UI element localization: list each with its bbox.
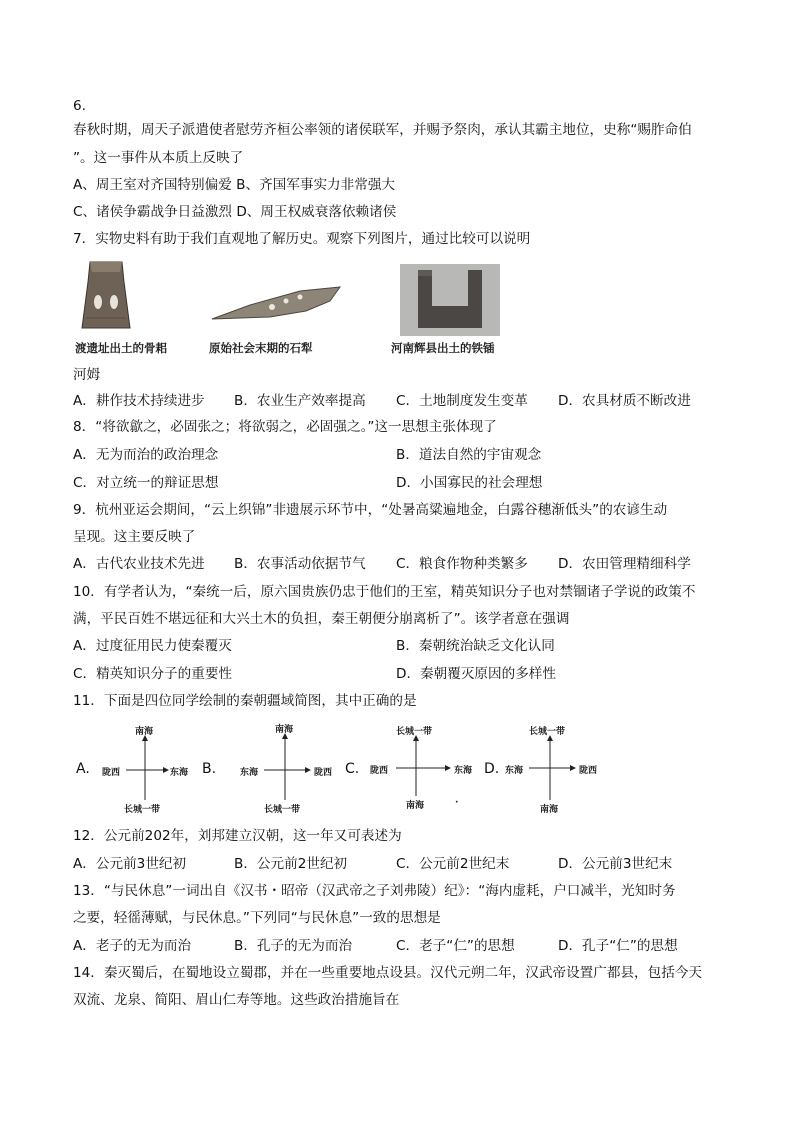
- q11-stray-dot: ·: [455, 798, 459, 808]
- q13-option-a[interactable]: A．老子的无为而治: [73, 938, 192, 954]
- q13-stem-line2: 之要，轻徭薄赋，与民休息。”下列同“与民休息”一致的思想是: [73, 910, 441, 926]
- q8-option-c[interactable]: C．对立统一的辩证思想: [73, 475, 219, 491]
- q12-option-a[interactable]: A．公元前3世纪初: [73, 856, 187, 872]
- q11-map-b-bottom: 长城一带: [264, 805, 301, 815]
- q11-map-d-top: 长城一带: [529, 727, 566, 737]
- q7-stem: 7．实物史料有助于我们直观地了解历史。观察下列图片，通过比较可以说明: [73, 231, 531, 247]
- q10-option-d[interactable]: D．秦朝覆灭原因的多样性: [396, 666, 556, 682]
- q9-option-b[interactable]: B．农事活动依据节气: [234, 556, 366, 572]
- bone-spade-image: [76, 258, 136, 334]
- q12-option-d[interactable]: D．公元前3世纪末: [558, 856, 673, 872]
- q13-option-d[interactable]: D．孔子“仁”的思想: [558, 938, 678, 954]
- q14-stem-line1: 14．秦灭蜀后，在蜀地设立蜀郡，并在一些重要地点设县。汉代元朔二年，汉武帝设置广都县，包括今天: [73, 965, 703, 981]
- q11-map-c[interactable]: [368, 722, 478, 812]
- q7-option-a[interactable]: A．耕作技术持续进步: [73, 393, 205, 409]
- q12-option-c[interactable]: C．公元前2世纪末: [396, 856, 510, 872]
- q11-map-a-left: 陇西: [102, 768, 121, 778]
- q8-option-d[interactable]: D．小国寡民的社会理想: [396, 475, 543, 491]
- q7-caption-2: 原始社会末期的石犁: [209, 341, 313, 355]
- q7-caption-wrap: 河姆: [73, 367, 101, 383]
- q11-map-b[interactable]: [240, 720, 350, 815]
- q11-map-b-top: 南海: [275, 725, 294, 735]
- q10-option-c[interactable]: C．精英知识分子的重要性: [73, 666, 233, 682]
- q10-stem-line2: 满，平民百姓不堪远征和大兴土木的负担，秦王朝便分崩离析了”。该学者意在强调: [73, 611, 570, 627]
- q11-map-c-left: 陇西: [370, 766, 389, 776]
- q9-option-c[interactable]: C．粮食作物种类繁多: [396, 556, 528, 572]
- q11-map-a-bottom: 长城一带: [124, 805, 161, 815]
- q10-option-a[interactable]: A．过度征用民力使秦覆灭: [73, 638, 232, 654]
- q8-option-a[interactable]: A．无为而治的政治理念: [73, 447, 219, 463]
- stone-plow-image: [210, 285, 345, 325]
- q7-caption-3: 河南辉县出土的铁锸: [391, 341, 495, 355]
- q9-option-d[interactable]: D．农田管理精细科学: [558, 556, 691, 572]
- q7-caption-1: 渡遗址出土的骨耜: [75, 341, 167, 355]
- q7-option-b[interactable]: B．农业生产效率提高: [234, 393, 366, 409]
- q11-map-a-right: 东海: [170, 768, 189, 778]
- q11-map-a[interactable]: [100, 722, 210, 815]
- q8-option-b[interactable]: B．道法自然的宇宙观念: [396, 447, 542, 463]
- q11-map-c-letter[interactable]: C.: [345, 761, 360, 777]
- q11-map-d-right: 陇西: [579, 766, 598, 776]
- q11-map-a-letter[interactable]: A.: [76, 761, 90, 777]
- q11-map-c-right: 东海: [454, 766, 473, 776]
- q11-map-a-top: 南海: [135, 727, 154, 737]
- q13-stem-line1: 13．“与民休息”一词出自《汉书・昭帝（汉武帝之子刘弗陵）纪》：“海内虚耗，户口减半，光知时务: [73, 883, 676, 899]
- q9-stem-line1: 9．杭州亚运会期间，“云上织锦”非遗展示环节中，“处暑高粱遍地金，白露谷穗渐低头”的农谚生动: [73, 502, 668, 518]
- q7-option-c[interactable]: C．土地制度发生变革: [396, 393, 528, 409]
- q11-map-d-left: 东海: [505, 766, 524, 776]
- q10-option-b[interactable]: B．秦朝统治缺乏文化认同: [396, 638, 555, 654]
- q11-stem: 11．下面是四位同学绘制的秦朝疆域简图，其中正确的是: [73, 693, 417, 709]
- q12-stem: 12．公元前202年，刘邦建立汉朝，这一年又可表述为: [73, 828, 402, 844]
- q13-option-c[interactable]: C．老子“仁”的思想: [396, 938, 515, 954]
- q11-map-c-top: 长城一带: [396, 727, 433, 737]
- q9-stem-line2: 呈现。这主要反映了: [73, 529, 196, 545]
- q11-map-b-right: 陇西: [314, 768, 333, 778]
- q9-option-a[interactable]: A．古代农业技术先进: [73, 556, 205, 572]
- q8-stem: 8．“将欲歙之，必固张之；将欲弱之，必固强之。”这一思想主张体现了: [73, 419, 497, 435]
- q7-option-d[interactable]: D．农具材质不断改进: [558, 393, 691, 409]
- q11-map-b-left: 东海: [240, 768, 259, 778]
- q6-options-ab: A、周王室对齐国特别偏爱 B、齐国军事实力非常强大: [73, 177, 396, 193]
- q12-option-b[interactable]: B．公元前2世纪初: [234, 856, 348, 872]
- q6-options-cd: C、诸侯争霸战争日益激烈 D、周王权威衰落依赖诸侯: [73, 204, 397, 220]
- q11-map-b-letter[interactable]: B.: [202, 761, 217, 777]
- q6-number: 6.: [73, 98, 86, 114]
- q11-map-d-bottom: 南海: [540, 805, 559, 815]
- q6-stem-line2: ”。这一事件从本质上反映了: [73, 150, 244, 166]
- q11-map-d-letter[interactable]: D.: [484, 761, 500, 777]
- q11-map-c-bottom: 南海: [406, 801, 425, 811]
- q11-map-d[interactable]: [505, 722, 615, 815]
- q6-stem-line1: 春秋时期，周天子派遣使者慰劳齐桓公率领的诸侯联军，并赐予祭肉，承认其霸主地位，史称“赐胙命伯: [73, 122, 692, 138]
- q13-option-b[interactable]: B．孔子的无为而治: [234, 938, 353, 954]
- q14-stem-line2: 双流、龙泉、简阳、眉山仁寿等地。这些政治措施旨在: [73, 992, 400, 1008]
- iron-spade-image: [400, 264, 500, 336]
- q10-stem-line1: 10．有学者认为，“秦统一后，原六国贵族仍忠于他们的王室，精英知识分子也对禁锢诸子学说的政策不: [73, 584, 696, 600]
